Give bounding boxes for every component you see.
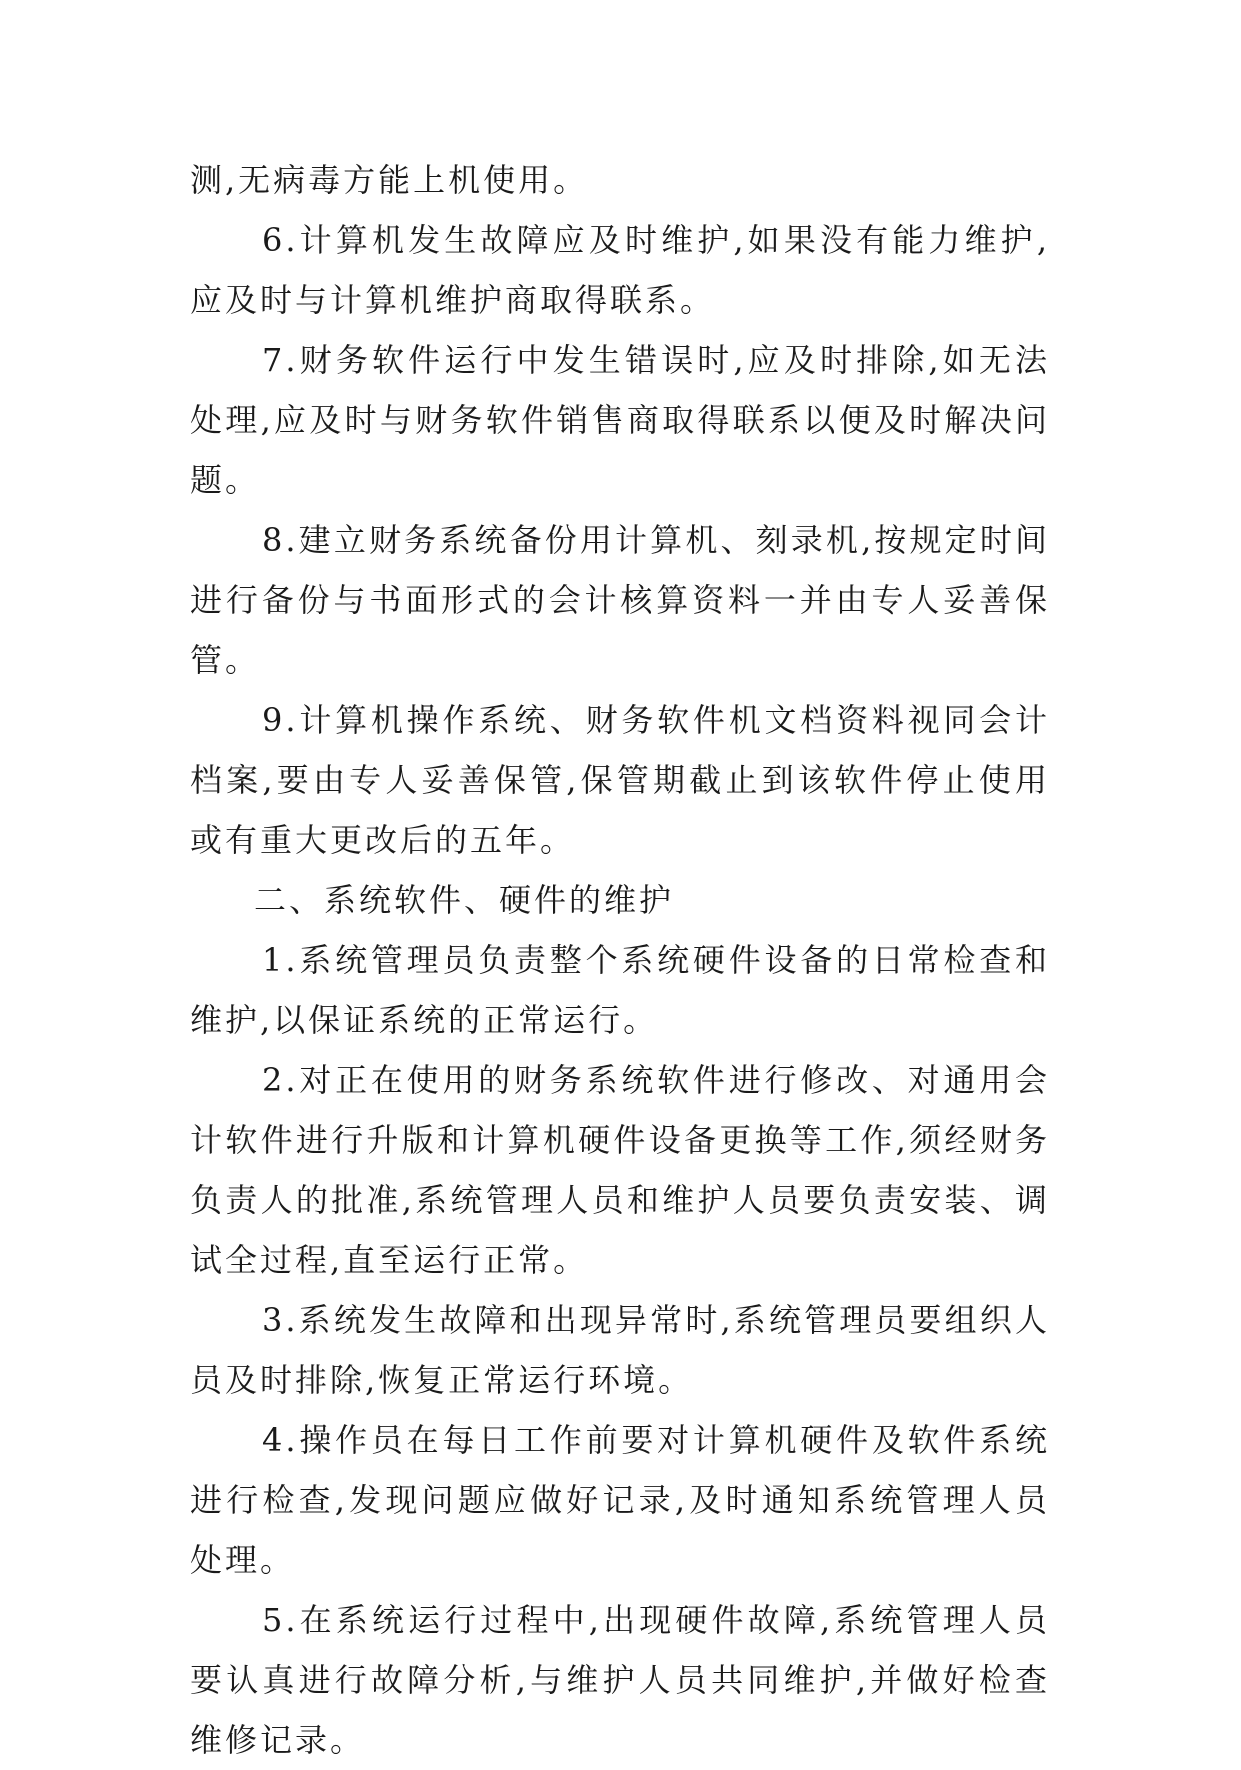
paragraph-item-2: 2.对正在使用的财务系统软件进行修改、对通用会计软件进行升版和计算机硬件设备更换等工作,须经财务负责人的批准,系统管理人员和维护人员要负责安装、调试全过程,直至运行正常。: [190, 1061, 1050, 1279]
paragraph-item-5: 5.在系统运行过程中,出现硬件故障,系统管理人员要认真进行故障分析,与维护人员共同维护,并做好检查维修记录。: [190, 1601, 1050, 1759]
paragraph-item-8: 8.建立财务系统备份用计算机、刻录机,按规定时间进行备份与书面形式的会计核算资料一并由专人妥善保管。: [190, 521, 1050, 679]
paragraph-item-6: 6.计算机发生故障应及时维护,如果没有能力维护,应及时与计算机维护商取得联系。: [190, 221, 1050, 319]
document-body: [190, 150, 1050, 1770]
paragraph-item-7: 7.财务软件运行中发生错误时,应及时排除,如无法处理,应及时与财务软件销售商取得联系以便及时解决问题。: [190, 341, 1050, 499]
paragraph-item-4: 4.操作员在每日工作前要对计算机硬件及软件系统进行检查,发现问题应做好记录,及时通知系统管理人员处理。: [190, 1421, 1050, 1579]
section-heading: 二、系统软件、硬件的维护: [254, 881, 675, 919]
paragraph-continuation: 测,无病毒方能上机使用。: [190, 161, 589, 199]
paragraph-item-9: 9.计算机操作系统、财务软件机文档资料视同会计档案,要由专人妥善保管,保管期截止到该软件停止使用或有重大更改后的五年。: [190, 701, 1050, 859]
paragraph-item-3: 3.系统发生故障和出现异常时,系统管理员要组织人员及时排除,恢复正常运行环境。: [190, 1301, 1050, 1399]
paragraph-item-1: 1.系统管理员负责整个系统硬件设备的日常检查和维护,以保证系统的正常运行。: [190, 941, 1050, 1039]
